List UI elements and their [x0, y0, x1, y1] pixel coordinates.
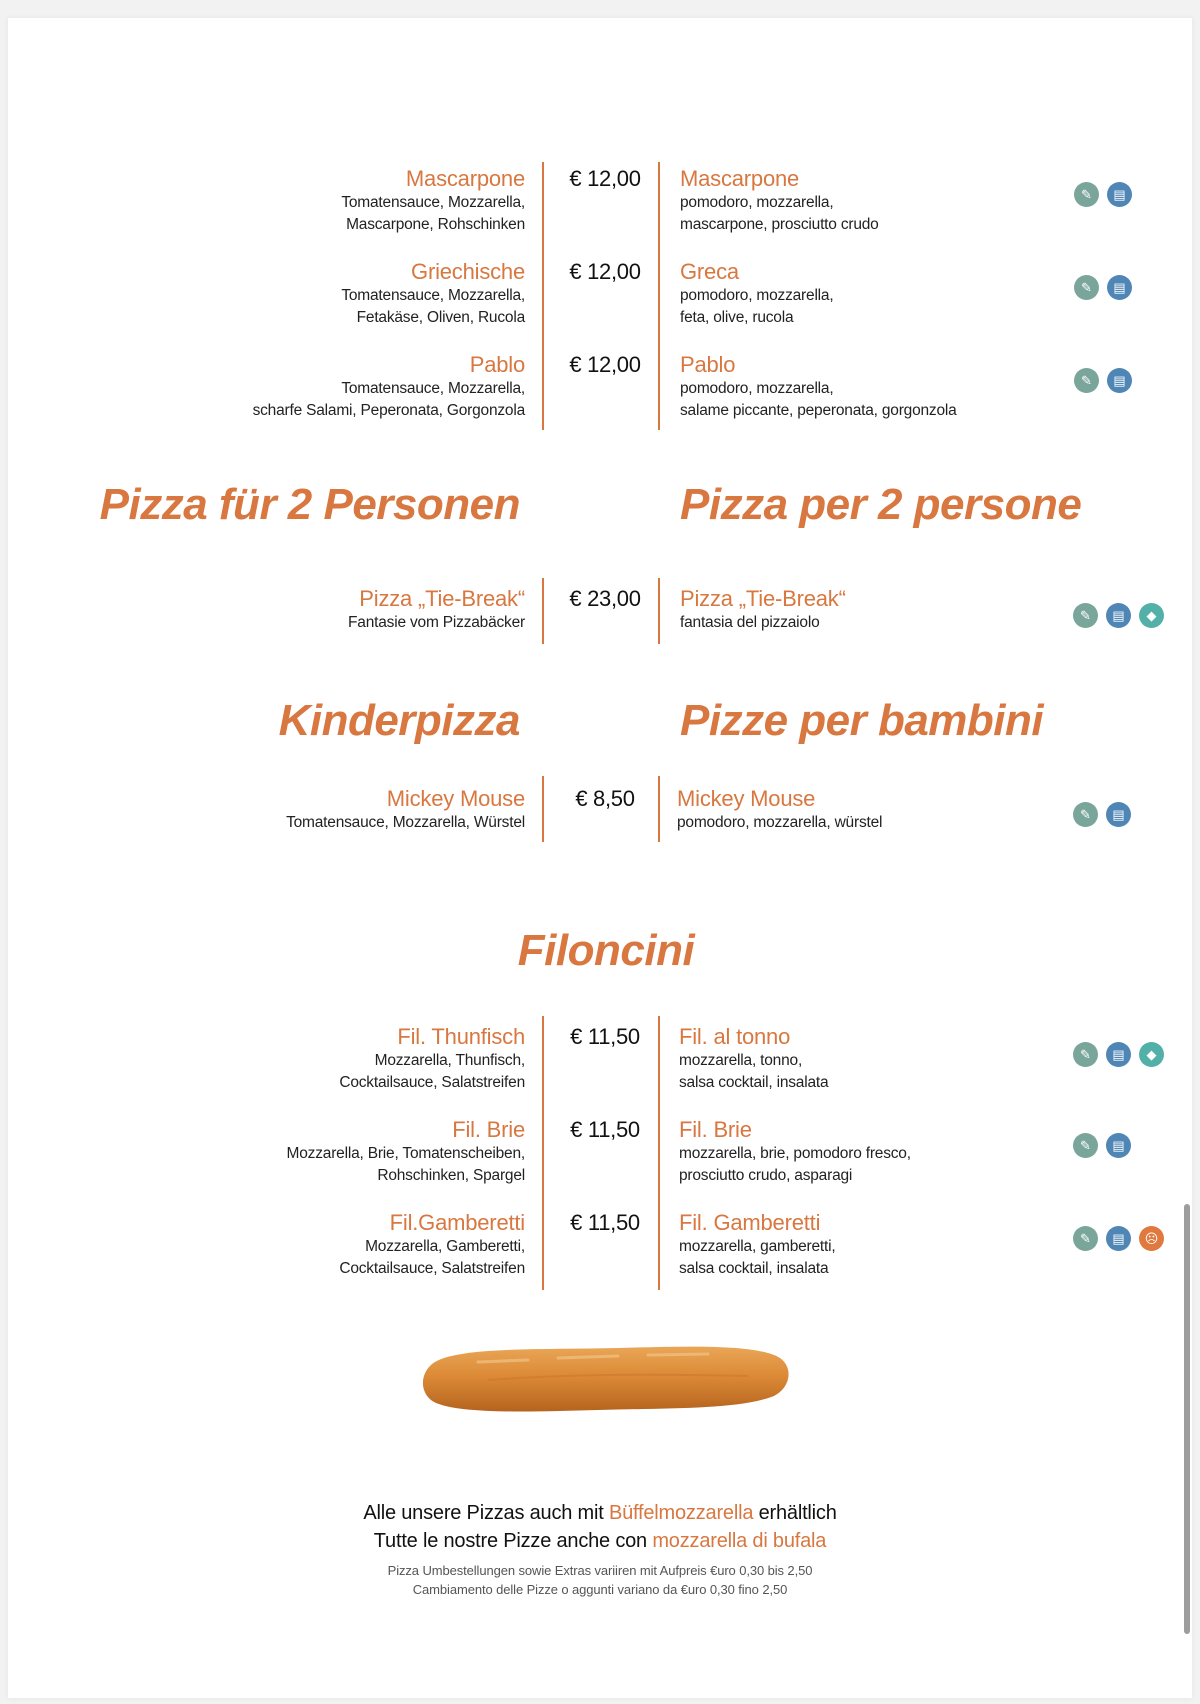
item-desc-it-line: mozzarella, tonno, — [679, 1052, 803, 1069]
item-desc-de-line: Tomatensauce, Mozzarella, — [341, 194, 525, 211]
item-price: € 11,50 — [570, 1024, 640, 1049]
item-desc-de-line: scharfe Salami, Peperonata, Gorgonzola — [252, 402, 525, 419]
item-desc-it-line: pomodoro, mozzarella, — [680, 287, 834, 304]
footer-line-it — [0, 1527, 1200, 1555]
item-name-de: Mascarpone — [405, 166, 525, 191]
fish-icon: ◆ — [1139, 1042, 1164, 1067]
gluten-free-icon: ▤ — [1107, 182, 1132, 207]
item-price: € 11,50 — [570, 1210, 640, 1235]
leaf-icon: ✎ — [1074, 182, 1099, 207]
item-desc-it-line: feta, olive, rucola — [680, 309, 794, 326]
item-icons — [1073, 1042, 1164, 1067]
item-desc-de-line: Tomatensauce, Mozzarella, — [341, 287, 525, 304]
item-price: € 23,00 — [569, 586, 641, 611]
baguette-image — [418, 1340, 794, 1416]
column-divider — [658, 1016, 660, 1290]
footer-note-de: Pizza Umbestellungen sowie Extras variiren mit Aufpreis €uro 0,30 bis 2,50 — [387, 1563, 813, 1578]
item-desc-de-line: Tomatensauce, Mozzarella, Würstel — [286, 814, 525, 831]
item-price: € 12,00 — [569, 166, 641, 191]
item-name-de: Fil.Gamberetti — [389, 1210, 525, 1235]
fish-icon: ◆ — [1139, 603, 1164, 628]
item-icons — [1073, 1133, 1131, 1158]
gluten-free-icon: ▤ — [1106, 603, 1131, 628]
item-desc-it-line: mozzarella, gamberetti, — [679, 1238, 836, 1255]
column-divider — [542, 162, 544, 430]
section-title-de: Kinderpizza — [278, 696, 520, 745]
item-name-de: Mickey Mouse — [386, 786, 525, 811]
column-divider — [658, 578, 660, 644]
item-name-de: Fil. Thunfisch — [397, 1024, 525, 1049]
item-name-it: Pablo — [680, 352, 736, 377]
footer-highlight: Büffelmozzarella — [608, 1502, 754, 1524]
section-title-it: Pizze per bambini — [680, 696, 1044, 745]
item-desc-it-line: pomodoro, mozzarella, — [680, 194, 834, 211]
column-divider — [658, 162, 660, 430]
item-desc-it-line: salame piccante, peperonata, gorgonzola — [680, 402, 957, 419]
item-desc-de-line: Mascarpone, Rohschinken — [346, 216, 525, 233]
item-desc-de-line: Mozzarella, Thunfisch, — [374, 1052, 525, 1069]
item-name-it: Fil. Gamberetti — [679, 1210, 821, 1235]
column-divider — [542, 1016, 544, 1290]
gluten-free-icon: ▤ — [1106, 802, 1131, 827]
item-icons — [1073, 603, 1164, 628]
item-icons — [1073, 802, 1131, 827]
item-name-it: Pizza „Tie-Break“ — [680, 586, 846, 611]
shellfish-icon: ☹ — [1139, 1226, 1164, 1251]
scrollbar[interactable] — [1184, 1204, 1190, 1634]
item-desc-de-line: Cocktailsauce, Salatstreifen — [339, 1074, 525, 1091]
footer-text: Alle unsere Pizzas auch mit — [363, 1502, 609, 1524]
leaf-icon: ✎ — [1074, 275, 1099, 300]
item-name-it: Fil. Brie — [679, 1117, 752, 1142]
item-desc-it-line: salsa cocktail, insalata — [679, 1074, 829, 1091]
column-divider — [542, 578, 544, 644]
leaf-icon: ✎ — [1073, 1226, 1098, 1251]
leaf-icon: ✎ — [1073, 802, 1098, 827]
item-name-de: Griechische — [411, 259, 525, 284]
leaf-icon: ✎ — [1073, 1133, 1098, 1158]
item-desc-de-line: Tomatensauce, Mozzarella, — [341, 380, 525, 397]
gluten-free-icon: ▤ — [1106, 1133, 1131, 1158]
item-desc-it-line: pomodoro, mozzarella, würstel — [677, 814, 883, 831]
item-desc-de-line: Cocktailsauce, Salatstreifen — [339, 1260, 525, 1277]
item-price: € 11,50 — [570, 1117, 640, 1142]
section-title-de: Pizza für 2 Personen — [99, 480, 520, 529]
item-desc-de-line: Fantasie vom Pizzabäcker — [348, 614, 525, 631]
item-desc-it-line: salsa cocktail, insalata — [679, 1260, 829, 1277]
item-icons — [1074, 275, 1132, 300]
leaf-icon: ✎ — [1073, 1042, 1098, 1067]
footer-text: Tutte le nostre Pizze anche con — [373, 1530, 653, 1552]
gluten-free-icon: ▤ — [1107, 368, 1132, 393]
item-desc-it-line: mascarpone, prosciutto crudo — [680, 216, 879, 233]
section-title-it: Pizza per 2 persone — [680, 480, 1082, 529]
item-desc-it-line: prosciutto crudo, asparagi — [679, 1167, 853, 1184]
column-divider — [658, 776, 660, 842]
item-name-it: Greca — [680, 259, 739, 284]
item-desc-de-line: Rohschinken, Spargel — [377, 1167, 525, 1184]
item-name-de: Fil. Brie — [452, 1117, 525, 1142]
footer — [0, 1499, 1200, 1599]
item-desc-de-line: Mozzarella, Gamberetti, — [365, 1238, 525, 1255]
item-name-de: Pizza „Tie-Break“ — [359, 586, 525, 611]
footer-highlight: mozzarella di bufala — [652, 1530, 827, 1552]
item-name-it: Fil. al tonno — [679, 1024, 791, 1049]
leaf-icon: ✎ — [1074, 368, 1099, 393]
leaf-icon: ✎ — [1073, 603, 1098, 628]
item-icons — [1073, 1226, 1164, 1251]
item-icons — [1074, 182, 1132, 207]
item-price: € 12,00 — [569, 352, 641, 377]
item-desc-it-line: mozzarella, brie, pomodoro fresco, — [679, 1145, 911, 1162]
column-divider — [542, 776, 544, 842]
section-title: Filoncini — [517, 926, 695, 975]
item-price: € 8,50 — [575, 786, 635, 811]
footer-text: erhältlich — [753, 1502, 837, 1524]
item-price: € 12,00 — [569, 259, 641, 284]
item-name-it: Mickey Mouse — [677, 786, 816, 811]
gluten-free-icon: ▤ — [1106, 1226, 1131, 1251]
footer-note-it: Cambiamento delle Pizze o aggunti variano da €uro 0,30 fino 2,50 — [412, 1582, 788, 1597]
item-desc-de-line: Mozzarella, Brie, Tomatenscheiben, — [286, 1145, 525, 1162]
item-name-de: Pablo — [469, 352, 525, 377]
item-desc-it-line: fantasia del pizzaiolo — [680, 614, 820, 631]
gluten-free-icon: ▤ — [1106, 1042, 1131, 1067]
footer-line-de — [0, 1499, 1200, 1527]
item-name-it: Mascarpone — [680, 166, 800, 191]
item-desc-it-line: pomodoro, mozzarella, — [680, 380, 834, 397]
item-icons — [1074, 368, 1132, 393]
item-desc-de-line: Fetakäse, Oliven, Rucola — [356, 309, 525, 326]
gluten-free-icon: ▤ — [1107, 275, 1132, 300]
